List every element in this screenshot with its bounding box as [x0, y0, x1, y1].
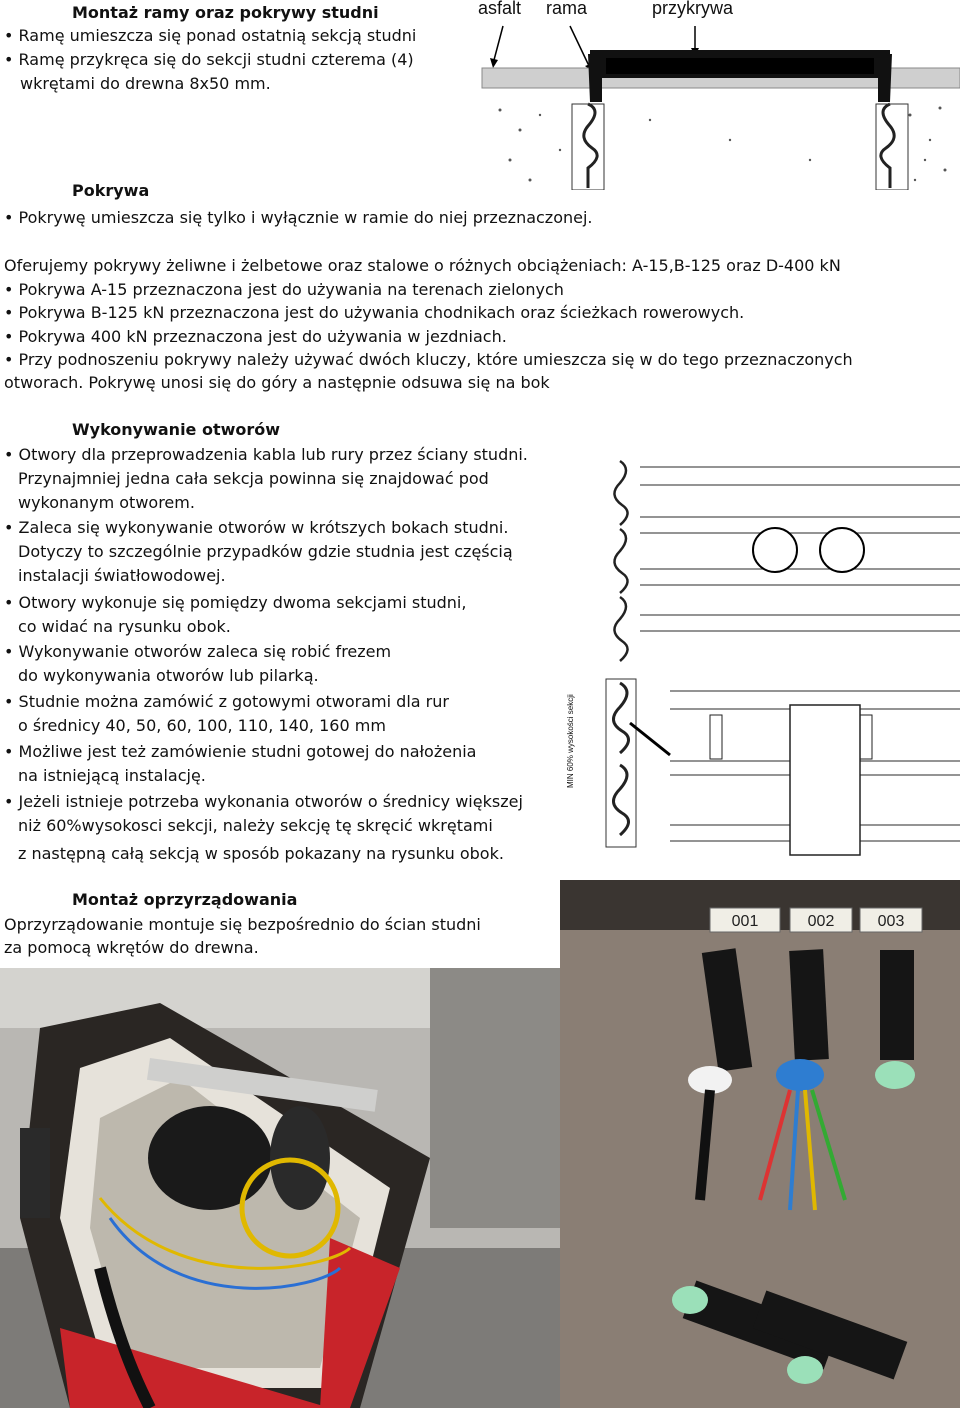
holes-line-9: • Wykonywanie otworów zaleca się robić frezem: [4, 640, 391, 663]
holes-line-2: Przynajmniej jedna cała sekcja powinna się znajdować pod: [18, 469, 489, 488]
holes-line-16: niż 60%wysokosci sekcji, należy sekcję tę skręcić wkrętami: [18, 816, 493, 835]
tag-002-text: 002: [807, 913, 835, 930]
holes-line-13: • Możliwe jest też zamówienie studni gotowej do nałożenia: [4, 740, 476, 763]
label-rama: rama: [546, 0, 588, 18]
cover-bullet: • Pokrywę umieszcza się tylko i wyłącznie w ramie do niej przeznaczonej.: [4, 206, 593, 229]
cover-types-intro: Oferujemy pokrywy żeliwne i żelbetowe oraz stalowe o różnych obciążeniach: A-15,B-125 oraz D-400 kN: [4, 256, 841, 275]
holes-line-15: • Jeżeli istnieje potrzeba wykonania otworów o średnicy większej: [4, 790, 523, 813]
holes-line-10: do wykonywania otworów lub pilarką.: [18, 666, 319, 685]
cover-type-bullet-4: • Przy podnoszeniu pokrywy należy używać dwóch kluczy, które umieszcza się w do tego przeznaczonych: [4, 348, 853, 371]
holes-line-7: • Otwory wykonuje się pomiędzy dwoma sekcjami studni,: [4, 591, 466, 614]
holes-line-1: • Otwory dla przeprowadzenia kabla lub rury przez ściany studni.: [4, 443, 528, 466]
manhole-photo: [0, 968, 560, 1408]
frame-bullet-2-cont: wkrętami do drewna 8x50 mm.: [20, 74, 271, 93]
holes-line-6: instalacji światłowodowej.: [18, 566, 226, 585]
frame-bullet-2: • Ramę przykręca się do sekcji studni czterema (4): [4, 48, 414, 71]
holes-line-3: wykonanym otworem.: [18, 493, 195, 512]
frame-cross-section-diagram: [470, 20, 960, 190]
equipment-heading: Montaż oprzyrządowania: [72, 890, 298, 909]
tag-003-text: 003: [877, 913, 905, 930]
label-asfalt: asfalt: [478, 0, 522, 18]
frame-cover-heading: Montaż ramy oraz pokrywy studni: [72, 3, 379, 22]
holes-line-12: o średnicy 40, 50, 60, 100, 110, 140, 160 mm: [18, 716, 386, 735]
equipment-line-2: za pomocą wkrętów do drewna.: [4, 938, 259, 957]
holes-line-8: co widać na rysunku obok.: [18, 617, 231, 636]
cover-type-bullet-3: • Pokrywa 400 kN przeznaczona jest do używania w jezdniach.: [4, 325, 507, 348]
holes-wall-diagram: [580, 455, 960, 665]
cover-type-bullet-2: • Pokrywa B-125 kN przeznaczona jest do używania chodnikach oraz ścieżkach rowerowych.: [4, 301, 744, 324]
cover-type-continuation: otworach. Pokrywę unosi się do góry a następnie odsuwa się na bok: [4, 373, 550, 392]
frame-bullet-1: • Ramę umieszcza się ponad ostatnią sekcją studni: [4, 24, 416, 47]
holes-heading: Wykonywanie otworów: [72, 420, 281, 439]
tag-001-text: 001: [731, 913, 759, 930]
equipment-line-1: Oprzyrządowanie montuje się bezpośrednio do ścian studni: [4, 915, 481, 934]
holes-line-5: Dotyczy to szczególnie przypadków gdzie studnia jest częścią: [18, 542, 513, 561]
min-60-label: MIN 60% wysokości sekcji: [566, 694, 575, 788]
label-przykrywa: przykrywa: [652, 0, 734, 18]
holes-line-4: • Zaleca się wykonywanie otworów w krótszych bokach studni.: [4, 516, 508, 539]
conduits-photo: [560, 880, 960, 1408]
screwed-sections-diagram: [560, 675, 960, 870]
holes-line-11: • Studnie można zamówić z gotowymi otworami dla rur: [4, 690, 449, 713]
holes-line-17: z następną całą sekcją w sposób pokazany na rysunku obok.: [18, 844, 504, 863]
cover-type-bullet-1: • Pokrywa A-15 przeznaczona jest do używania na terenach zielonych: [4, 278, 564, 301]
cover-heading: Pokrywa: [72, 181, 150, 200]
holes-line-14: na istniejącą instalację.: [18, 766, 206, 785]
